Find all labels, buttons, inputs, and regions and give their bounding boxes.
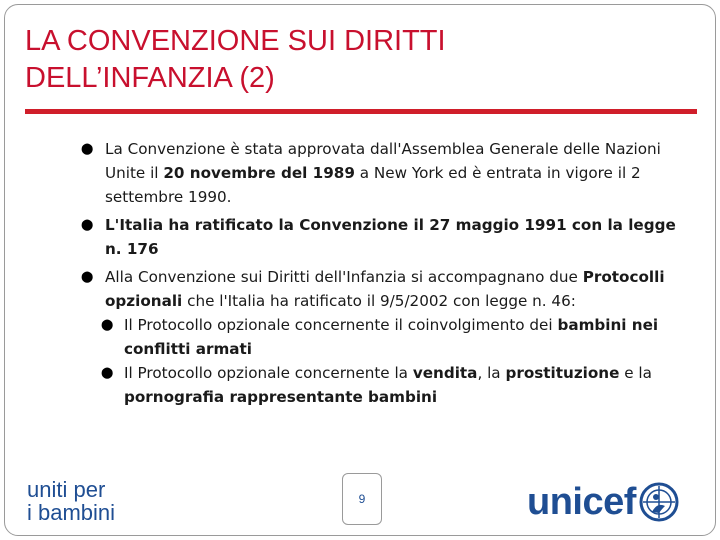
title-line-2: DELL’INFANZIA (2): [25, 62, 275, 94]
bullet-item: ⬤ L'Italia ha ratificato la Convenzione il 27 maggio 1991 con la legge n. 176: [81, 213, 693, 261]
uniti-per-i-bambini-logo: uniti per i bambini: [27, 477, 116, 525]
bullet-icon: ⬤: [81, 218, 94, 231]
unicef-logo: unicef: [527, 477, 679, 527]
bullet-icon: ⬤: [81, 270, 94, 283]
title-line-1: LA CONVENZIONE SUI DIRITTI: [25, 25, 446, 57]
unicef-emblem-icon: [639, 482, 679, 522]
slide-content: [81, 137, 693, 409]
slide-title: [25, 23, 625, 97]
bullet-icon: ⬤: [101, 366, 114, 379]
bullet-item: ⬤ Alla Convenzione sui Diritti dell'Infanzia si accompagnano due Protocolli opzionali che l'Italia ha ratificato il 9/5/2002 con legge n. 46:: [81, 265, 693, 313]
bullet-icon: ⬤: [81, 142, 94, 155]
slide: [4, 4, 716, 536]
page-number: 9: [342, 473, 382, 525]
bullet-item: ⬤ La Convenzione è stata approvata dall'Assemblea Generale delle Nazioni Unite il 20 novembre del 1989 a New York ed è entrata in vigore il 2 settembre 1990.: [81, 137, 693, 209]
title-rule: [25, 109, 697, 114]
bullet-icon: ⬤: [101, 318, 114, 331]
sub-bullet-item: ⬤ Il Protocollo opzionale concernente il coinvolgimento dei bambini nei conflitti armati: [81, 313, 693, 361]
sub-bullet-item: ⬤ Il Protocollo opzionale concernente la vendita, la prostituzione e la pornografia rappresentante bambini: [81, 361, 693, 409]
